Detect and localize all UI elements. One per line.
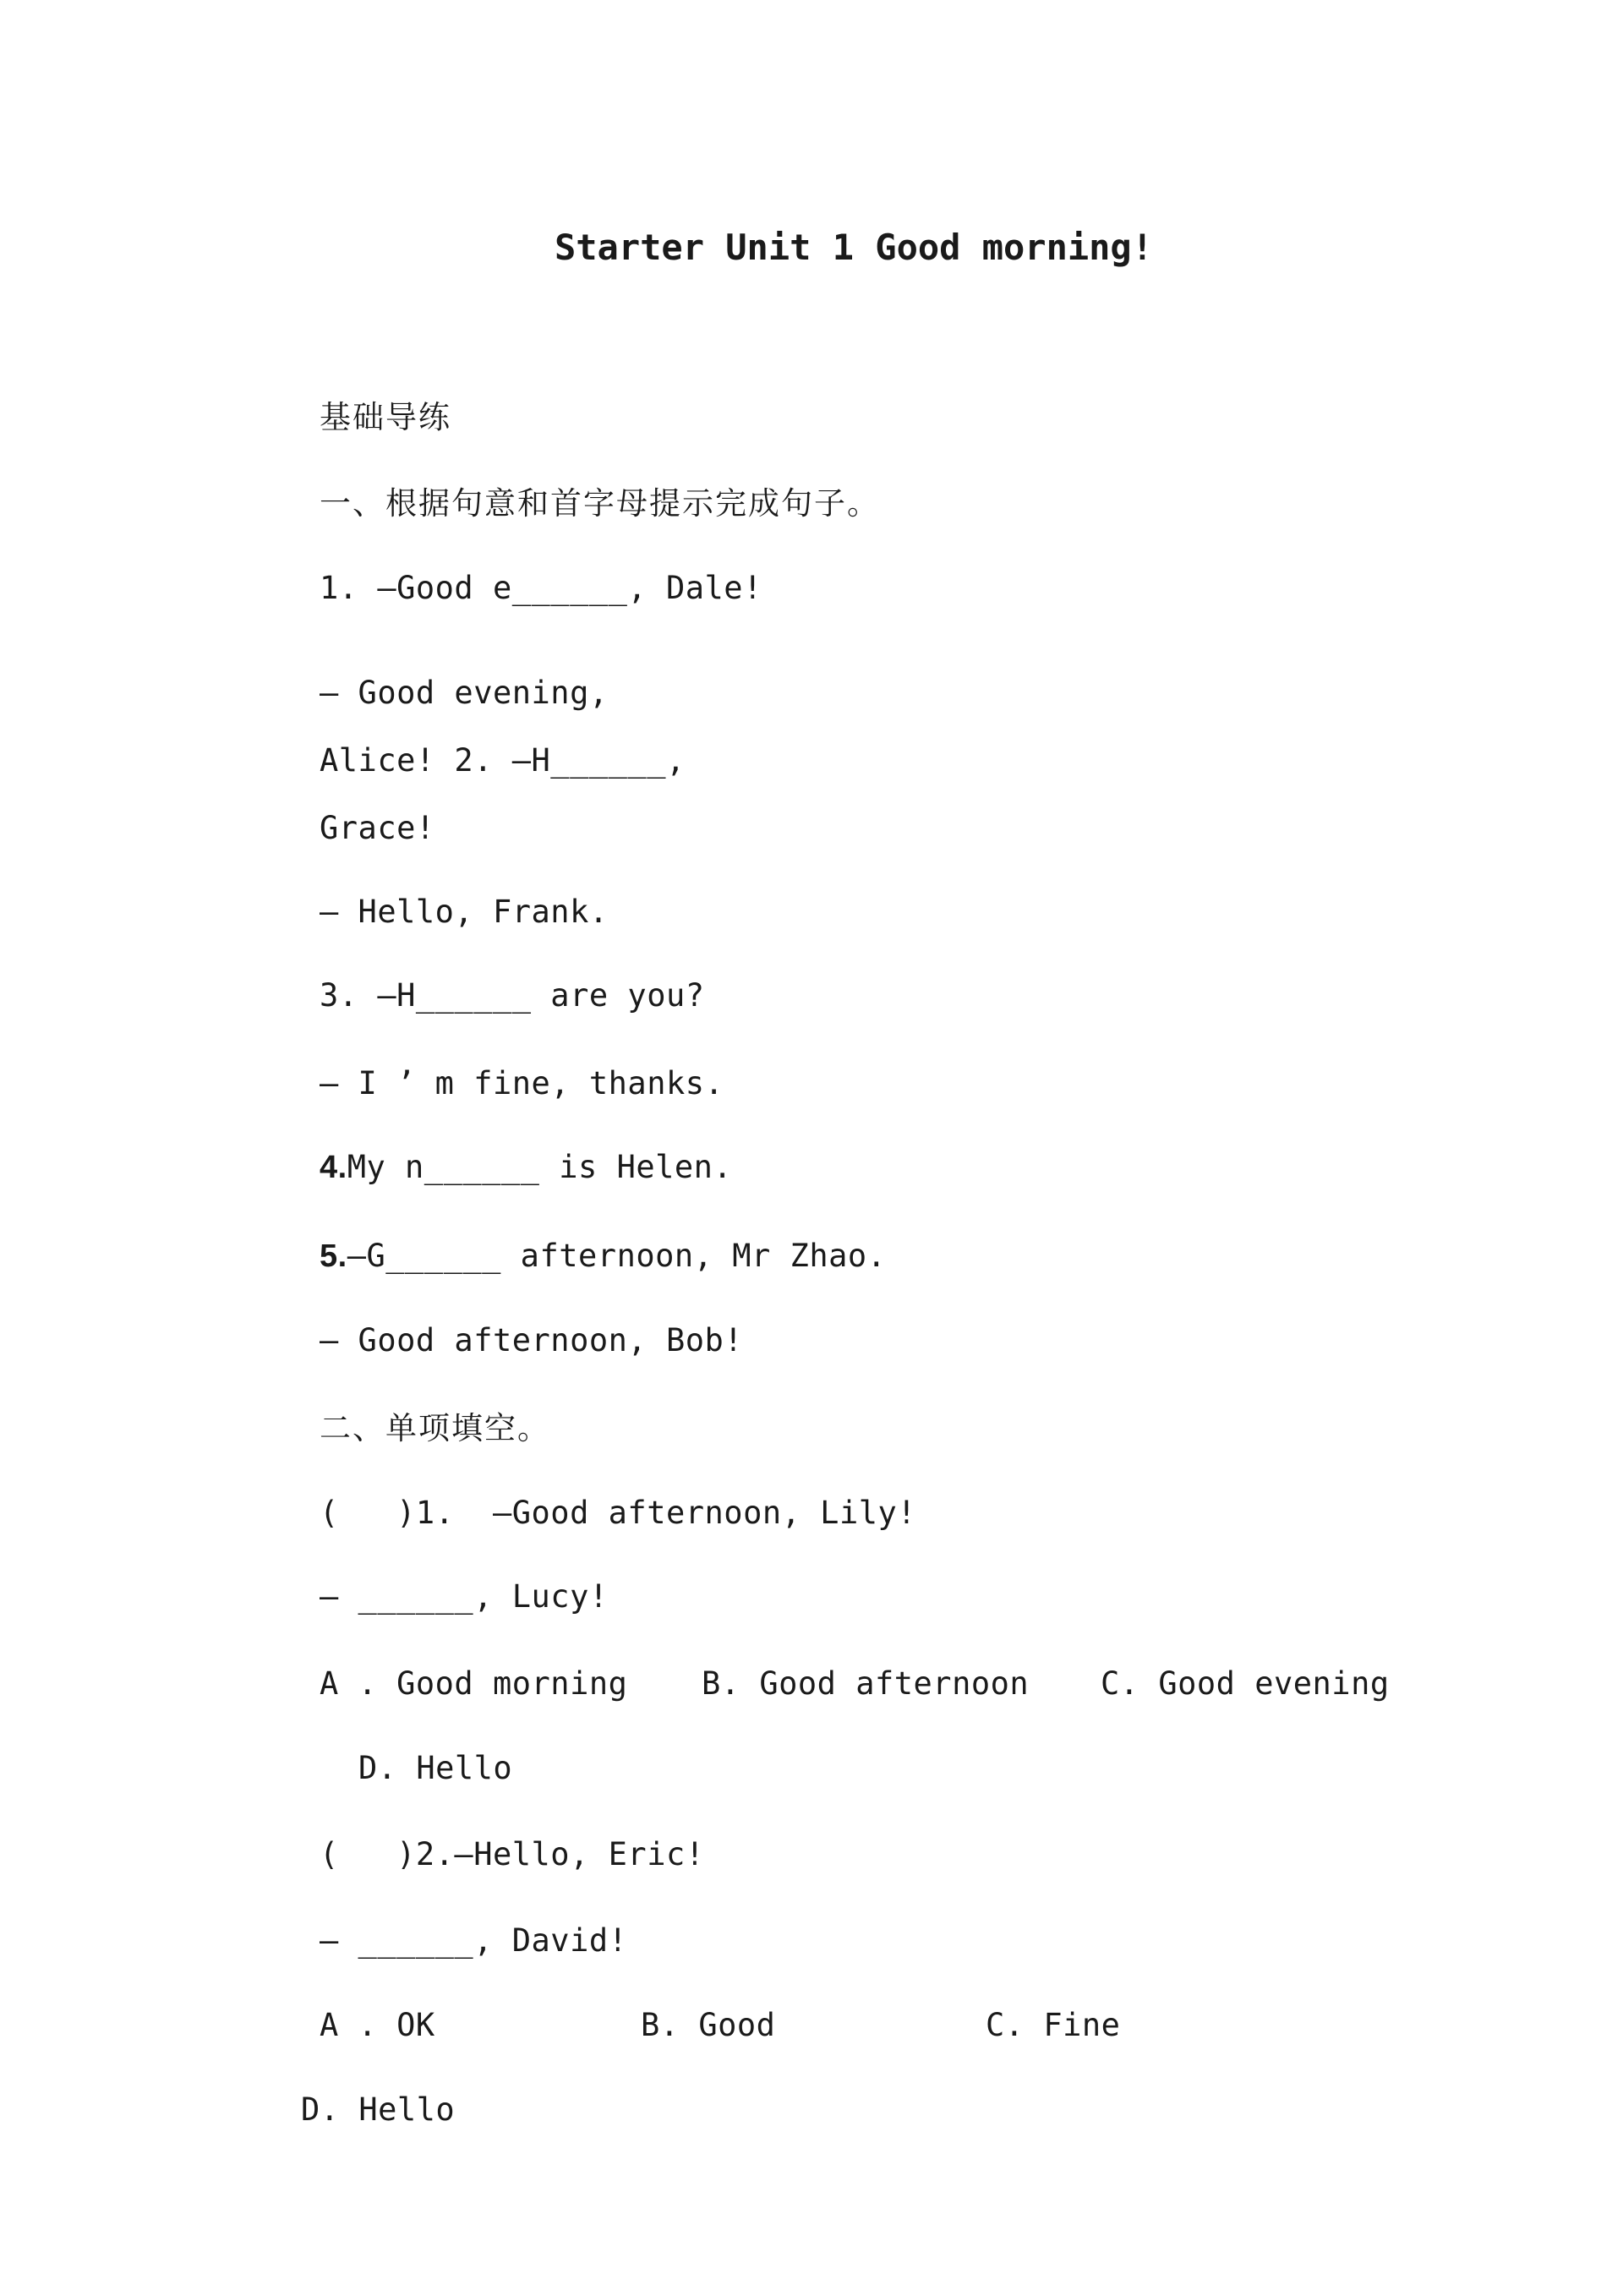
page-title: Starter Unit 1 Good morning! [554, 227, 1153, 268]
part1-instruction: 一、根据句意和首字母提示完成句子。 [320, 485, 880, 522]
part2-instruction: 二、单项填空。 [320, 1410, 550, 1446]
part2-q2-stem: ( )2.—Hello, Eric! [320, 1836, 705, 1872]
part2-q2-option-d: D. Hello [301, 2091, 456, 2128]
question-text: My n______ is Helen. [347, 1149, 733, 1185]
part2-q1-option-a: A . Good morning [320, 1665, 628, 1702]
part1-question-4 [320, 1147, 732, 1188]
part2-q1-option-c: C. Good evening [1101, 1665, 1390, 1702]
part2-q2-option-a: A . OK [320, 2007, 435, 2043]
part2-q1-option-d: D. Hello [358, 1750, 513, 1786]
part1-line-3: Alice! 2. —H______, [320, 742, 686, 779]
part2-q2-reply: — ______, David! [320, 1922, 628, 1959]
part2-q1-reply: — ______, Lucy! [320, 1578, 609, 1615]
part2-q2-option-c: C. Fine [986, 2007, 1121, 2043]
part1-line-6: 3. —H______ are you? [320, 977, 705, 1014]
part1-line-1: 1. —Good e______, Dale! [320, 570, 762, 606]
part2-q1-stem: ( )1. —Good afternoon, Lily! [320, 1495, 917, 1531]
part1-line-5: — Hello, Frank. [320, 894, 609, 930]
part1-line-4: Grace! [320, 810, 435, 846]
part2-q1-option-b: B. Good afternoon [702, 1665, 1030, 1702]
question-number: 5. [320, 1238, 347, 1274]
question-number: 4. [320, 1150, 347, 1185]
part1-line-2: — Good evening, [320, 675, 609, 711]
part1-question-5 [320, 1236, 886, 1276]
question-text: —G______ afternoon, Mr Zhao. [347, 1238, 887, 1274]
part2-q2-option-b: B. Good [641, 2007, 776, 2043]
section-heading: 基础导练 [320, 399, 451, 435]
part1-line-7: — I ’ m fine, thanks. [320, 1065, 724, 1102]
part1-question-5-answer: — Good afternoon, Bob! [320, 1322, 744, 1358]
